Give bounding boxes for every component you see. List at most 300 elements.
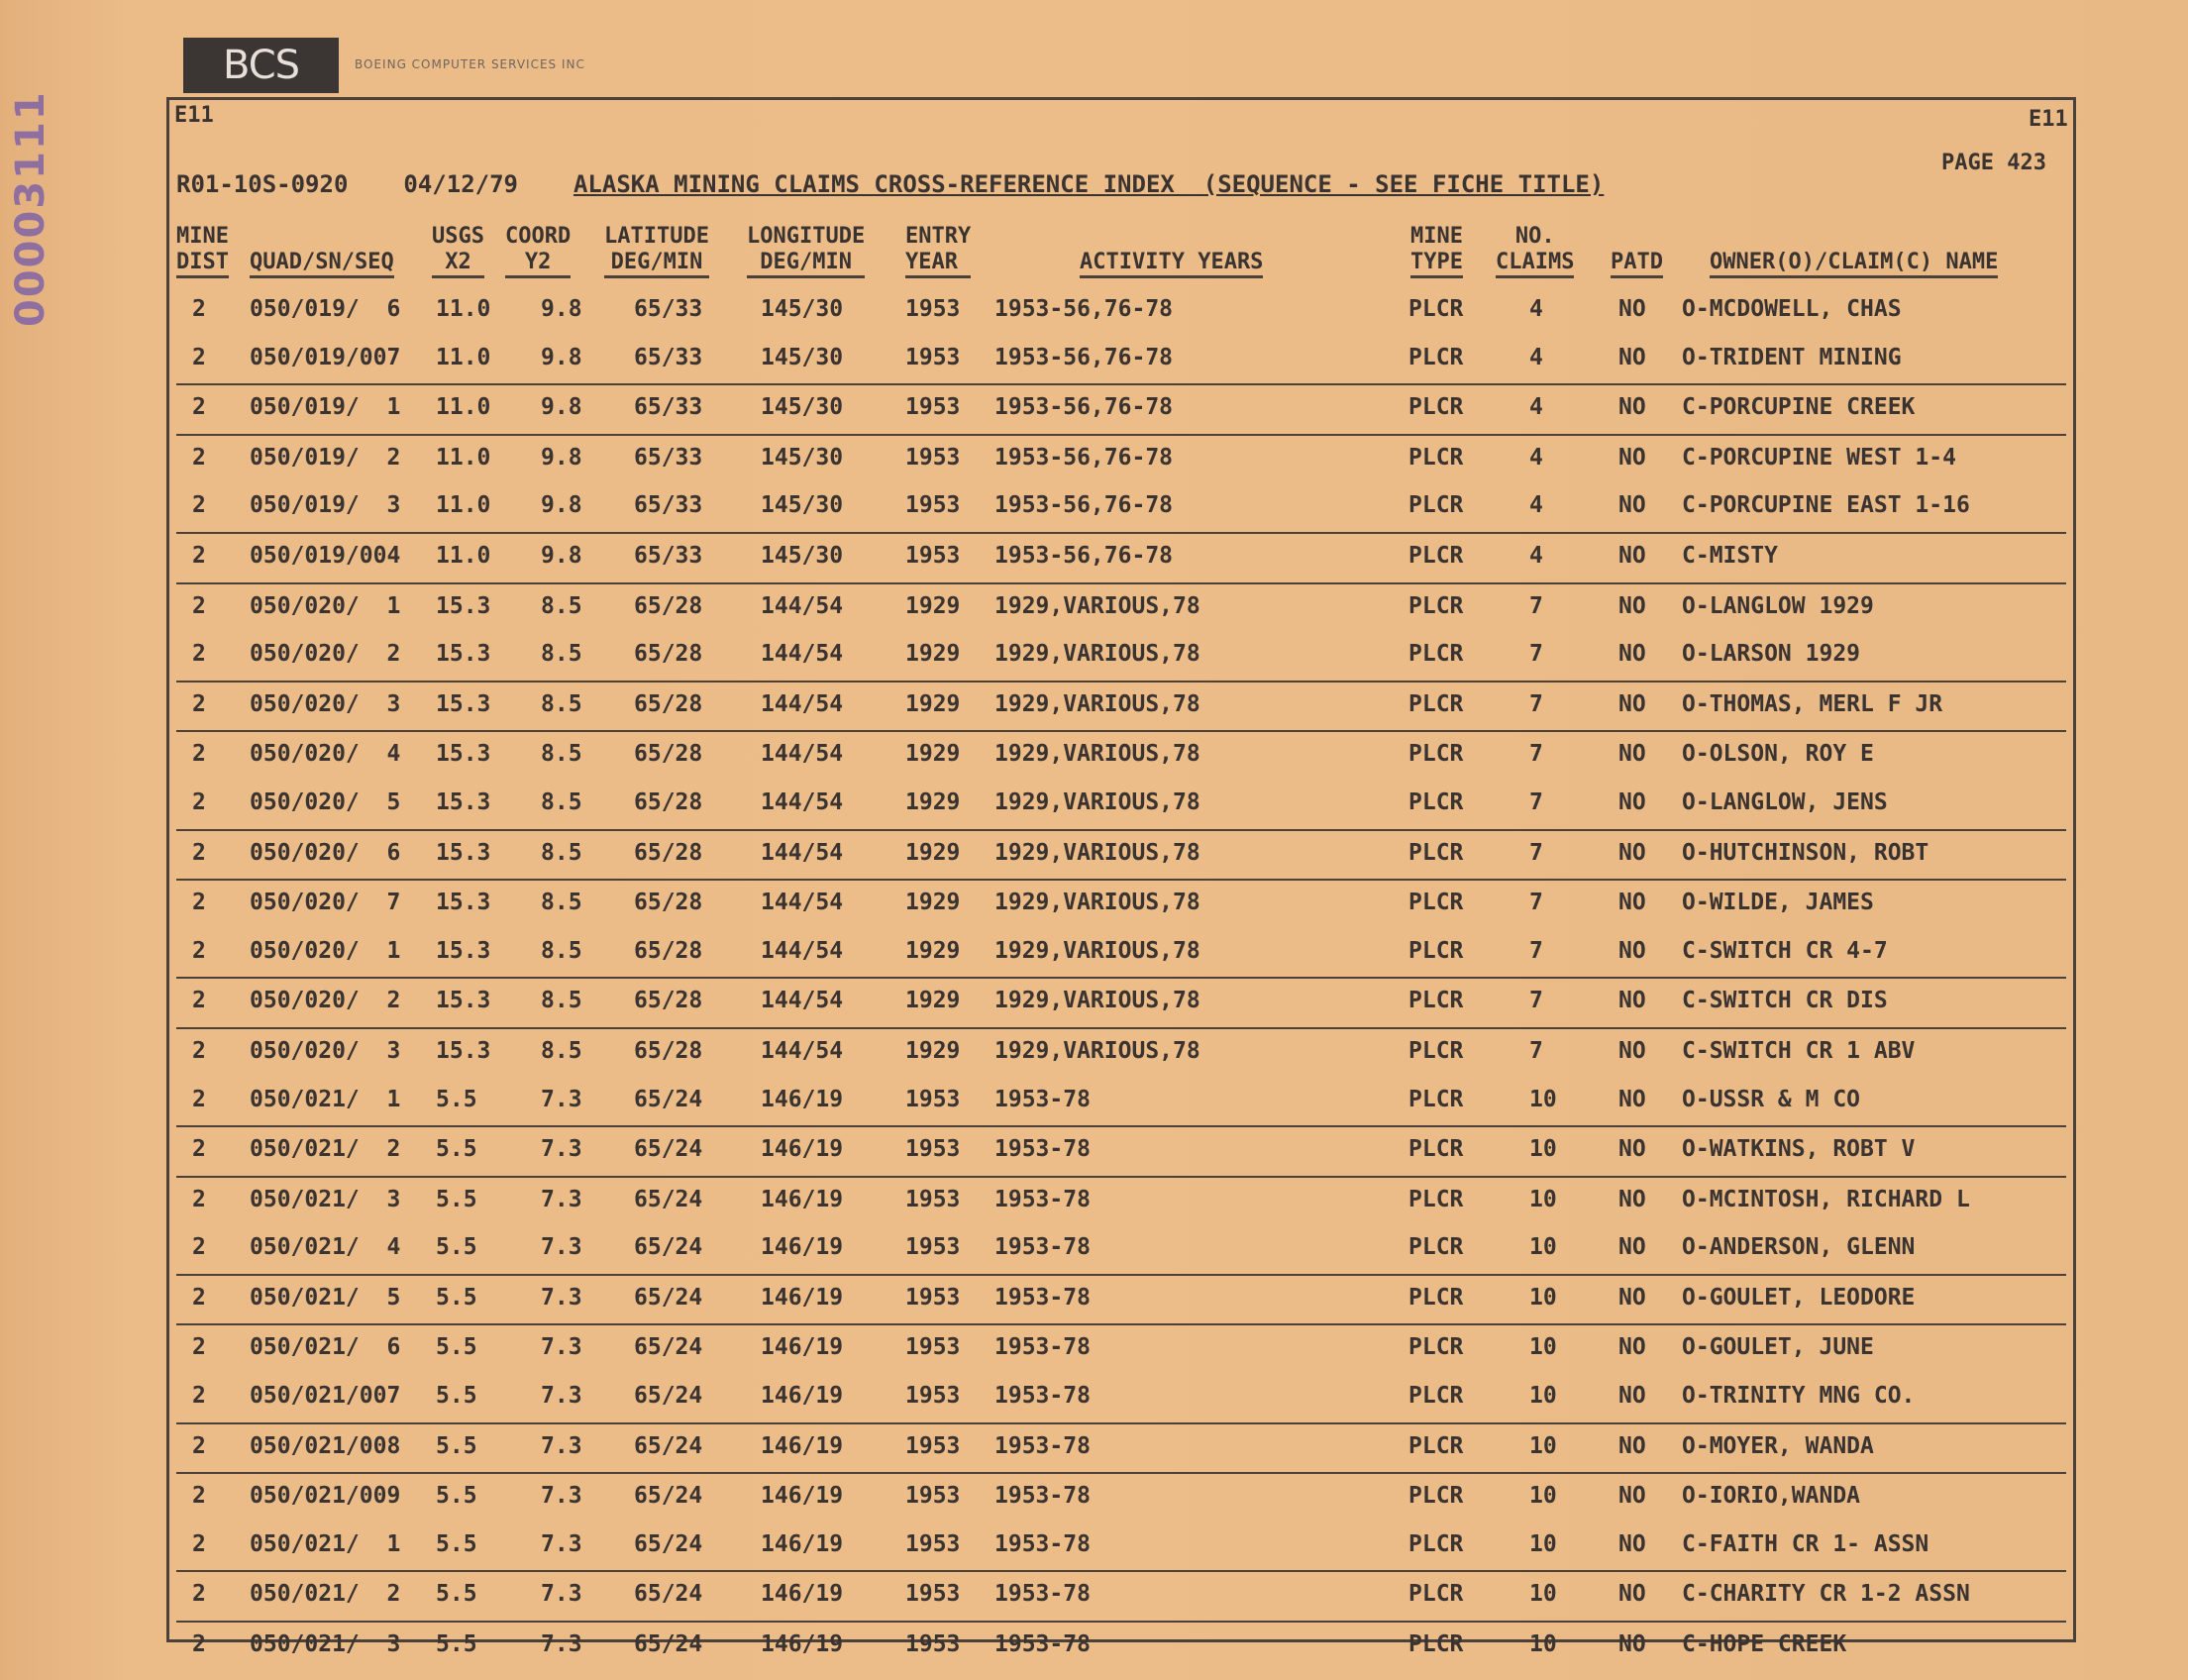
cell-patd: NO	[1618, 1334, 1646, 1361]
cell-patd: NO	[1618, 1037, 1646, 1064]
cell-seq: 050/019/004	[250, 542, 401, 569]
cell-lat: 65/28	[634, 592, 703, 619]
cell-lat: 65/28	[634, 1037, 703, 1064]
cell-y: 7.3	[541, 1186, 582, 1212]
report-id: R01-10S-0920	[176, 170, 349, 198]
cell-type: PLCR	[1408, 1086, 1464, 1112]
cell-cl: 10	[1529, 1581, 1557, 1608]
cell-x: 15.3	[436, 592, 491, 619]
table-row	[176, 584, 2066, 633]
cell-seq: 050/021/007	[250, 1383, 401, 1410]
table-row	[176, 336, 2066, 386]
cell-yr: 1953	[905, 1234, 961, 1261]
cell-act: 1929,VARIOUS,78	[994, 690, 1200, 717]
cell-seq: 050/020/ 2	[250, 641, 401, 668]
cell-patd: NO	[1618, 788, 1646, 815]
cell-yr: 1929	[905, 937, 961, 964]
cell-seq: 050/019/007	[250, 344, 401, 370]
cell-patd: NO	[1618, 1581, 1646, 1608]
cell-y: 8.5	[541, 690, 582, 717]
cell-type: PLCR	[1408, 741, 1464, 768]
cell-lat: 65/28	[634, 839, 703, 866]
cell-seq: 050/020/ 4	[250, 741, 401, 768]
table-row	[176, 287, 2066, 336]
report-header	[176, 170, 1659, 198]
table-row	[176, 1572, 2066, 1623]
cell-lat: 65/28	[634, 937, 703, 964]
cell-y: 7.3	[541, 1432, 582, 1459]
cell-name: O-ANDERSON, GLENN	[1682, 1234, 1916, 1261]
cell-yr: 1953	[905, 296, 961, 322]
cell-act: 1953-78	[994, 1086, 1091, 1112]
cell-act: 1953-78	[994, 1136, 1091, 1163]
cell-x: 11.0	[436, 296, 491, 322]
cell-lat: 65/33	[634, 296, 703, 322]
cell-seq: 050/019/ 2	[250, 444, 401, 471]
bcs-logo: BCS	[183, 38, 339, 93]
cell-dist: 2	[192, 1334, 206, 1361]
cell-yr: 1953	[905, 1086, 961, 1112]
cell-lat: 65/24	[634, 1631, 703, 1658]
cell-patd: NO	[1618, 1432, 1646, 1459]
cell-yr: 1929	[905, 988, 961, 1014]
cell-dist: 2	[192, 641, 206, 668]
cell-type: PLCR	[1408, 1136, 1464, 1163]
cell-x: 15.3	[436, 937, 491, 964]
cell-type: PLCR	[1408, 542, 1464, 569]
cell-dist: 2	[192, 1037, 206, 1064]
table-row	[176, 929, 2066, 980]
cell-y: 7.3	[541, 1530, 582, 1557]
cell-act: 1953-78	[994, 1432, 1091, 1459]
report-title: ALASKA MINING CLAIMS CROSS-REFERENCE INDEX (SEQUENCE - SEE FICHE TITLE)	[573, 170, 1605, 198]
logo-subtitle: BOEING COMPUTER SERVICES INC	[355, 57, 585, 71]
cell-name: C-FAITH CR 1- ASSN	[1682, 1530, 1929, 1557]
cell-y: 8.5	[541, 592, 582, 619]
cell-yr: 1953	[905, 1530, 961, 1557]
cell-y: 8.5	[541, 839, 582, 866]
table-row	[176, 831, 2066, 882]
cell-y: 8.5	[541, 988, 582, 1014]
cell-seq: 050/021/ 1	[250, 1530, 401, 1557]
cell-patd: NO	[1618, 690, 1646, 717]
cell-patd: NO	[1618, 1631, 1646, 1658]
cell-dist: 2	[192, 1432, 206, 1459]
cell-act: 1953-78	[994, 1631, 1091, 1658]
col-header-type: MINE TYPE	[1410, 224, 1463, 278]
cell-dist: 2	[192, 296, 206, 322]
cell-dist: 2	[192, 937, 206, 964]
cell-cl: 10	[1529, 1334, 1557, 1361]
cell-yr: 1929	[905, 741, 961, 768]
cell-act: 1953-56,76-78	[994, 444, 1174, 471]
cell-name: O-GOULET, JUNE	[1682, 1334, 1874, 1361]
cell-lon: 144/54	[761, 641, 844, 668]
cell-seq: 050/020/ 7	[250, 890, 401, 916]
cell-type: PLCR	[1408, 592, 1464, 619]
cell-yr: 1953	[905, 492, 961, 519]
cell-act: 1953-78	[994, 1284, 1091, 1311]
cell-cl: 4	[1529, 296, 1543, 322]
cell-act: 1929,VARIOUS,78	[994, 839, 1200, 866]
cell-x: 5.5	[436, 1530, 477, 1557]
cell-patd: NO	[1618, 1530, 1646, 1557]
cell-act: 1929,VARIOUS,78	[994, 1037, 1200, 1064]
cell-lon: 146/19	[761, 1631, 844, 1658]
cell-cl: 7	[1529, 690, 1543, 717]
cell-y: 7.3	[541, 1284, 582, 1311]
cell-type: PLCR	[1408, 690, 1464, 717]
cell-act: 1929,VARIOUS,78	[994, 641, 1200, 668]
cell-x: 11.0	[436, 344, 491, 370]
cell-x: 15.3	[436, 641, 491, 668]
cell-name: C-HOPE CREEK	[1682, 1631, 1847, 1658]
cell-x: 5.5	[436, 1383, 477, 1410]
cell-lon: 146/19	[761, 1334, 844, 1361]
table-row	[176, 1522, 2066, 1573]
cell-patd: NO	[1618, 542, 1646, 569]
cell-seq: 050/021/ 4	[250, 1234, 401, 1261]
table-row	[176, 1029, 2066, 1078]
cell-lat: 65/24	[634, 1483, 703, 1510]
col-header-seq: QUAD/SN/SEQ	[250, 224, 394, 278]
cell-x: 11.0	[436, 444, 491, 471]
cell-dist: 2	[192, 839, 206, 866]
cell-dist: 2	[192, 1136, 206, 1163]
cell-lon: 144/54	[761, 890, 844, 916]
table-row	[176, 732, 2066, 781]
cell-lon: 144/54	[761, 788, 844, 815]
cell-lat: 65/33	[634, 344, 703, 370]
col-header-y: COORD Y2	[505, 224, 571, 278]
cell-name: O-WATKINS, ROBT V	[1682, 1136, 1916, 1163]
cell-patd: NO	[1618, 741, 1646, 768]
cell-patd: NO	[1618, 890, 1646, 916]
table-row	[176, 1623, 2066, 1671]
cell-lon: 146/19	[761, 1284, 844, 1311]
cell-yr: 1929	[905, 839, 961, 866]
col-header-lon: LONGITUDE DEG/MIN	[747, 224, 865, 278]
cell-act: 1953-56,76-78	[994, 492, 1174, 519]
cell-type: PLCR	[1408, 890, 1464, 916]
cell-yr: 1953	[905, 1432, 961, 1459]
cell-x: 15.3	[436, 1037, 491, 1064]
cell-dist: 2	[192, 1483, 206, 1510]
cell-cl: 4	[1529, 394, 1543, 421]
cell-cl: 10	[1529, 1383, 1557, 1410]
cell-yr: 1953	[905, 542, 961, 569]
cell-yr: 1929	[905, 690, 961, 717]
cell-lon: 145/30	[761, 444, 844, 471]
cell-act: 1929,VARIOUS,78	[994, 788, 1200, 815]
cell-y: 7.3	[541, 1334, 582, 1361]
table-row	[176, 483, 2066, 534]
cell-y: 9.8	[541, 344, 582, 370]
cell-type: PLCR	[1408, 937, 1464, 964]
cell-type: PLCR	[1408, 1037, 1464, 1064]
cell-patd: NO	[1618, 1086, 1646, 1112]
cell-lon: 145/30	[761, 542, 844, 569]
cell-patd: NO	[1618, 394, 1646, 421]
cell-type: PLCR	[1408, 344, 1464, 370]
cell-name: O-LARSON 1929	[1682, 641, 1861, 668]
cell-yr: 1929	[905, 788, 961, 815]
cell-act: 1953-78	[994, 1383, 1091, 1410]
cell-x: 5.5	[436, 1136, 477, 1163]
cell-name: O-TRIDENT MINING	[1682, 344, 1902, 370]
cell-patd: NO	[1618, 296, 1646, 322]
cell-act: 1953-56,76-78	[994, 344, 1174, 370]
cell-act: 1929,VARIOUS,78	[994, 592, 1200, 619]
cell-lat: 65/28	[634, 890, 703, 916]
cell-patd: NO	[1618, 641, 1646, 668]
cell-cl: 4	[1529, 344, 1543, 370]
cell-lat: 65/24	[634, 1581, 703, 1608]
cell-name: O-WILDE, JAMES	[1682, 890, 1874, 916]
cell-name: O-USSR & M CO	[1682, 1086, 1861, 1112]
cell-act: 1953-78	[994, 1530, 1091, 1557]
cell-act: 1953-56,76-78	[994, 296, 1174, 322]
cell-lat: 65/24	[634, 1432, 703, 1459]
cell-seq: 050/021/ 2	[250, 1136, 401, 1163]
cell-dist: 2	[192, 1383, 206, 1410]
cell-x: 15.3	[436, 988, 491, 1014]
cell-dist: 2	[192, 988, 206, 1014]
cell-act: 1953-78	[994, 1483, 1091, 1510]
cell-x: 15.3	[436, 788, 491, 815]
cell-dist: 2	[192, 1631, 206, 1658]
cell-name: O-OLSON, ROY E	[1682, 741, 1874, 768]
cell-seq: 050/019/ 1	[250, 394, 401, 421]
cell-name: O-MCDOWELL, CHAS	[1682, 296, 1902, 322]
cell-x: 5.5	[436, 1432, 477, 1459]
cell-dist: 2	[192, 1284, 206, 1311]
frame-code-left: E11	[174, 103, 214, 128]
cell-y: 7.3	[541, 1086, 582, 1112]
cell-type: PLCR	[1408, 1284, 1464, 1311]
cell-act: 1929,VARIOUS,78	[994, 890, 1200, 916]
cell-patd: NO	[1618, 1234, 1646, 1261]
cell-yr: 1953	[905, 1383, 961, 1410]
cell-lon: 145/30	[761, 344, 844, 370]
cell-yr: 1929	[905, 641, 961, 668]
cell-name: O-TRINITY MNG CO.	[1682, 1383, 1916, 1410]
cell-seq: 050/021/008	[250, 1432, 401, 1459]
report-date: 04/12/79	[403, 170, 518, 198]
cell-x: 5.5	[436, 1334, 477, 1361]
cell-seq: 050/021/ 5	[250, 1284, 401, 1311]
cell-dist: 2	[192, 344, 206, 370]
cell-lon: 145/30	[761, 296, 844, 322]
cell-y: 7.3	[541, 1234, 582, 1261]
cell-act: 1953-78	[994, 1334, 1091, 1361]
cell-dist: 2	[192, 1234, 206, 1261]
cell-patd: NO	[1618, 988, 1646, 1014]
table-row	[176, 1424, 2066, 1475]
cell-patd: NO	[1618, 1186, 1646, 1212]
cell-cl: 7	[1529, 641, 1543, 668]
cell-y: 8.5	[541, 741, 582, 768]
cell-type: PLCR	[1408, 988, 1464, 1014]
cell-lon: 144/54	[761, 839, 844, 866]
cell-dist: 2	[192, 741, 206, 768]
col-header-activity: ACTIVITY YEARS	[1080, 224, 1263, 278]
cell-yr: 1953	[905, 1334, 961, 1361]
cell-patd: NO	[1618, 937, 1646, 964]
cell-type: PLCR	[1408, 394, 1464, 421]
cell-cl: 10	[1529, 1432, 1557, 1459]
cell-act: 1953-78	[994, 1186, 1091, 1212]
cell-lat: 65/24	[634, 1284, 703, 1311]
cell-lat: 65/33	[634, 444, 703, 471]
cell-dist: 2	[192, 788, 206, 815]
cell-cl: 4	[1529, 542, 1543, 569]
cell-name: O-LANGLOW, JENS	[1682, 788, 1888, 815]
cell-cl: 7	[1529, 937, 1543, 964]
cell-act: 1929,VARIOUS,78	[994, 741, 1200, 768]
cell-name: C-PORCUPINE EAST 1-16	[1682, 492, 1970, 519]
cell-type: PLCR	[1408, 1234, 1464, 1261]
cell-lon: 144/54	[761, 592, 844, 619]
cell-name: C-PORCUPINE WEST 1-4	[1682, 444, 1956, 471]
cell-type: PLCR	[1408, 1383, 1464, 1410]
col-header-patd: PATD	[1611, 224, 1663, 278]
col-header-claims: NO. CLAIMS	[1496, 224, 1574, 278]
cell-cl: 4	[1529, 444, 1543, 471]
cell-dist: 2	[192, 890, 206, 916]
cell-lat: 65/24	[634, 1530, 703, 1557]
cell-cl: 10	[1529, 1483, 1557, 1510]
cell-act: 1953-56,76-78	[994, 394, 1174, 421]
cell-lat: 65/33	[634, 394, 703, 421]
cell-type: PLCR	[1408, 1432, 1464, 1459]
table-row	[176, 632, 2066, 682]
cell-lon: 145/30	[761, 492, 844, 519]
cell-y: 9.8	[541, 492, 582, 519]
cell-y: 9.8	[541, 444, 582, 471]
cell-patd: NO	[1618, 1483, 1646, 1510]
table-row	[176, 534, 2066, 584]
cell-lon: 144/54	[761, 741, 844, 768]
cell-seq: 050/021/ 3	[250, 1186, 401, 1212]
cell-yr: 1929	[905, 890, 961, 916]
cell-act: 1929,VARIOUS,78	[994, 937, 1200, 964]
table-row	[176, 436, 2066, 484]
cell-act: 1953-78	[994, 1581, 1091, 1608]
cell-cl: 10	[1529, 1284, 1557, 1311]
cell-yr: 1953	[905, 1483, 961, 1510]
cell-type: PLCR	[1408, 296, 1464, 322]
table-row	[176, 1325, 2066, 1374]
cell-x: 5.5	[436, 1631, 477, 1658]
cell-lon: 146/19	[761, 1581, 844, 1608]
cell-seq: 050/021/ 2	[250, 1581, 401, 1608]
cell-type: PLCR	[1408, 788, 1464, 815]
cell-seq: 050/020/ 3	[250, 1037, 401, 1064]
cell-dist: 2	[192, 592, 206, 619]
cell-seq: 050/019/ 6	[250, 296, 401, 322]
cell-y: 8.5	[541, 890, 582, 916]
cell-x: 11.0	[436, 542, 491, 569]
cell-lon: 144/54	[761, 988, 844, 1014]
col-header-dist: MINE DIST	[176, 224, 229, 278]
cell-cl: 7	[1529, 592, 1543, 619]
cell-x: 5.5	[436, 1581, 477, 1608]
cell-dist: 2	[192, 690, 206, 717]
cell-x: 5.5	[436, 1483, 477, 1510]
cell-cl: 4	[1529, 492, 1543, 519]
cell-type: PLCR	[1408, 1483, 1464, 1510]
table-row	[176, 979, 2066, 1029]
cell-lon: 146/19	[761, 1483, 844, 1510]
table-row	[176, 1225, 2066, 1276]
cell-type: PLCR	[1408, 1334, 1464, 1361]
cell-lon: 146/19	[761, 1432, 844, 1459]
cell-y: 7.3	[541, 1383, 582, 1410]
cell-name: O-GOULET, LEODORE	[1682, 1284, 1916, 1311]
cell-lat: 65/28	[634, 988, 703, 1014]
cell-name: C-PORCUPINE CREEK	[1682, 394, 1916, 421]
cell-cl: 7	[1529, 741, 1543, 768]
cell-name: O-MCINTOSH, RICHARD L	[1682, 1186, 1970, 1212]
cell-lon: 144/54	[761, 1037, 844, 1064]
cell-x: 11.0	[436, 394, 491, 421]
cell-lon: 145/30	[761, 394, 844, 421]
cell-name: C-MISTY	[1682, 542, 1778, 569]
cell-lat: 65/24	[634, 1334, 703, 1361]
cell-patd: NO	[1618, 492, 1646, 519]
cell-yr: 1953	[905, 1136, 961, 1163]
table-row	[176, 781, 2066, 831]
cell-cl: 10	[1529, 1186, 1557, 1212]
cell-x: 15.3	[436, 890, 491, 916]
cell-seq: 050/021/ 6	[250, 1334, 401, 1361]
cell-lat: 65/24	[634, 1234, 703, 1261]
cell-seq: 050/020/ 1	[250, 592, 401, 619]
cell-cl: 7	[1529, 988, 1543, 1014]
cell-yr: 1953	[905, 1631, 961, 1658]
cell-type: PLCR	[1408, 492, 1464, 519]
cell-x: 5.5	[436, 1086, 477, 1112]
cell-name: O-HUTCHINSON, ROBT	[1682, 839, 1929, 866]
cell-cl: 10	[1529, 1136, 1557, 1163]
cell-type: PLCR	[1408, 1581, 1464, 1608]
cell-name: C-CHARITY CR 1-2 ASSN	[1682, 1581, 1970, 1608]
col-header-name: OWNER(O)/CLAIM(C) NAME	[1710, 224, 1998, 278]
table-row	[176, 1474, 2066, 1522]
page-number: PAGE 423	[1941, 151, 2046, 175]
cell-patd: NO	[1618, 839, 1646, 866]
cell-lon: 146/19	[761, 1530, 844, 1557]
cell-name: O-MOYER, WANDA	[1682, 1432, 1874, 1459]
cell-lat: 65/28	[634, 741, 703, 768]
cell-name: O-IORIO,WANDA	[1682, 1483, 1861, 1510]
cell-patd: NO	[1618, 344, 1646, 370]
cell-y: 8.5	[541, 937, 582, 964]
cell-yr: 1953	[905, 1186, 961, 1212]
cell-patd: NO	[1618, 1284, 1646, 1311]
cell-name: C-SWITCH CR DIS	[1682, 988, 1888, 1014]
cell-patd: NO	[1618, 1383, 1646, 1410]
cell-x: 11.0	[436, 492, 491, 519]
table-row	[176, 385, 2066, 436]
cell-lat: 65/33	[634, 542, 703, 569]
cell-seq: 050/020/ 5	[250, 788, 401, 815]
cell-dist: 2	[192, 1186, 206, 1212]
cell-type: PLCR	[1408, 1530, 1464, 1557]
cell-patd: NO	[1618, 444, 1646, 471]
cell-seq: 050/019/ 3	[250, 492, 401, 519]
